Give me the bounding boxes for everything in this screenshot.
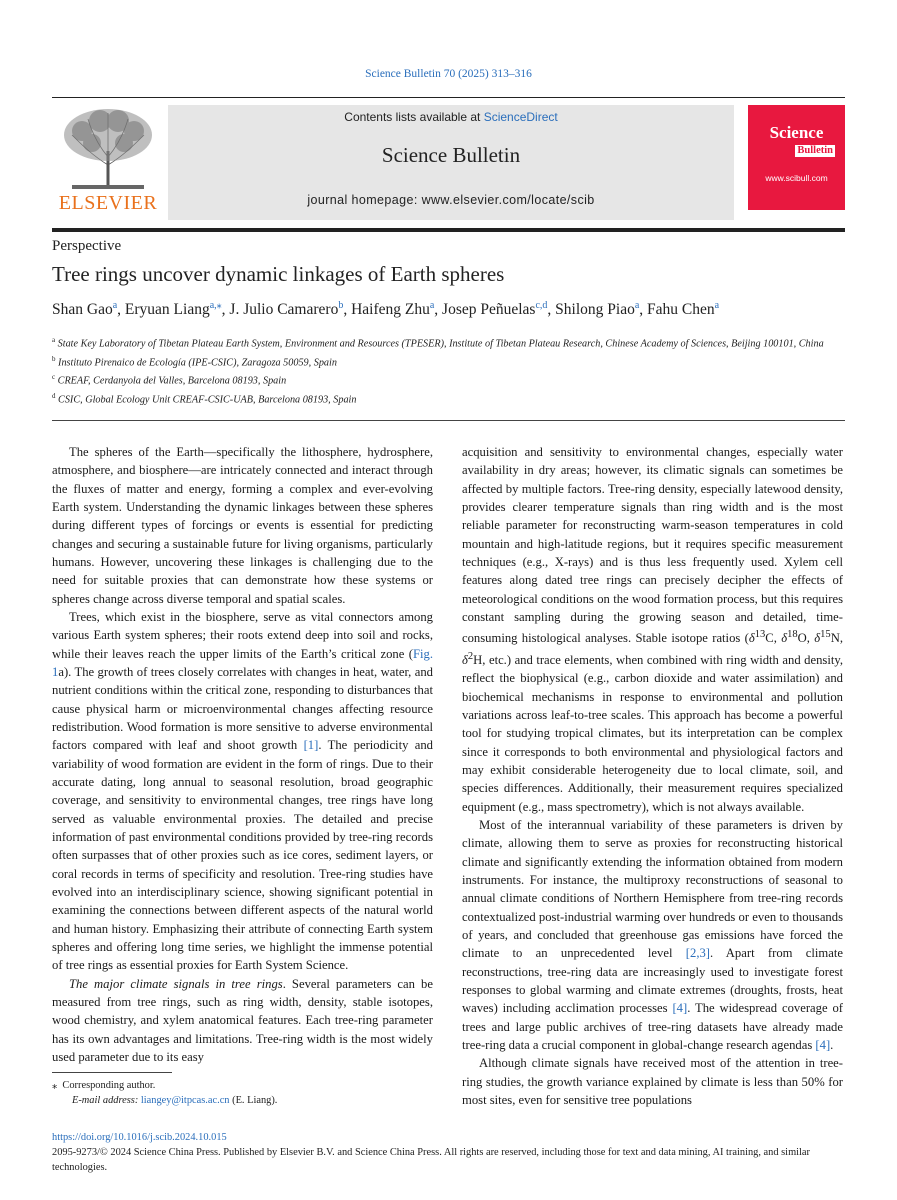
body-paragraph: The major climate signals in tree rings. Several parameters can be measured from tree rings, such as ring width, density, stable isotopes, wood chemistry, and xylem anatomical features. Each tree-ring parameter has its own advantages and limitations. Tree-ring width is the most widely used parameter due to its easy (52, 976, 433, 1064)
cover-title-science: Science (769, 123, 824, 142)
author[interactable]: Haifeng Zhu$^a$, (351, 300, 443, 319)
footnote-rule (52, 1072, 172, 1073)
email-link[interactable]: liangey@itpcas.ac.cn (140, 1095, 230, 1106)
article-type: Perspective (52, 238, 122, 254)
affiliation-item: $^a$ State Key Laboratory of Tibetan Plateau Earth System, Environment and Resources (TPESER), Institute of Tibetan Plateau Research, Chinese Academy of Sciences, Beijing 100101, China (52, 336, 824, 350)
author[interactable]: Josep Peñuelas$^{c,d}$, (442, 300, 556, 319)
journal-citation[interactable]: Science Bulletin 70 (2025) 313–316 (365, 68, 532, 80)
doi-link[interactable]: https://doi.org/10.1016/j.scib.2024.10.015 (52, 1132, 227, 1143)
citation-link[interactable]: [1] (303, 738, 319, 753)
author[interactable]: Shilong Piao$^a$, (555, 300, 648, 319)
header-top-rule (52, 97, 845, 98)
contents-prefix: Contents lists available at (344, 110, 484, 124)
body-paragraph: acquisition and sensitivity to environmental changes, especially water availability in dry areas; however, its climatic signals can sometimes be affected by multiple factors. Tree-ring density, especially latewood density, provides clearer temperature signals than ring width and is the most reliable parameter for reconstructing warm-season temperatures in cold mountain and high-latitude regions, but it requires specific measurement techniques (e.g., X-rays) and is thus less frequently used. Xylem cell features along dated tree rings can precisely decipher the effects of meteorological conditions on the wood formation process, but this requires constant sampling during the growing season and detailed, time-consuming histological analyses. Stable isotope ratios ($\delta^{13}C$, $\delta^{18}O$, $\delta^{15}N$, $\delta^2H$, etc.) and trace elements, when combined with ring width and density, reflect the biophysical (e.g., carbon dioxide and water assimilation) and biochemical mechanisms in response to environmental and pollution variations across leaf-to-tree scales. This approach has become a powerful tool for studying tropical climates, but its interpretation can be complex since it corresponds to both environmental and physiological factors and may exhibit considerable heterogeneity due to local climate, soil, and species differences. Additionally, their measurement requires specialized equipment (e.g., mass spectrometry), which is not always available. (462, 445, 844, 814)
journal-homepage[interactable]: journal homepage: www.elsevier.com/locate/scib (307, 193, 595, 207)
corresponding-author-footnote (52, 1078, 433, 1108)
affiliation-list (52, 333, 845, 408)
article-title: Tree rings uncover dynamic linkages of Earth spheres (52, 262, 505, 286)
copyright-notice: 2095-9273/© 2024 Science China Press. Published by Elsevier B.V. and Science China Press. All rights are reserved, including those for text and data mining, AI training, and similar technologies. (52, 1147, 811, 1173)
footnote-email-line: E-mail address: liangey@itpcas.ac.cn (E. Liang). (72, 1095, 278, 1106)
body-column-left (52, 443, 433, 1066)
citation-link[interactable]: [2,3] (685, 946, 711, 961)
author[interactable]: J. Julio Camarero$^b$, (229, 300, 352, 319)
journal-header-band (168, 105, 734, 220)
body-paragraph: Although climate signals have received most of the attention in tree-ring studies, the growth variance explained by climate is less than 50% for most sites, even for sensitive tree populations (462, 1056, 843, 1107)
author-list (52, 300, 719, 319)
affiliation-item: $^c$ CREAF, Cerdanyola del Valles, Barcelona 08193, Spain (52, 373, 287, 387)
contents-available-line (168, 110, 734, 124)
body-paragraph: The spheres of the Earth—specifically the lithosphere, hydrosphere, atmosphere, and biosphere—are intricately connected and interact through the fluxes of matter and energy, forming a complex and ever-evolving Earth system. Understanding the dynamic linkages between these spheres during different types of forcings or events is essential for predicting changes and securing a sustainable future for living organisms, particularly humans. However, uncovering these linkages is challenging due to the need for suitable proxies that can demonstrate how these systems or spheres change across diverse temporal and spatial scales. (52, 445, 433, 606)
author[interactable]: Shan Gao$^a$, (52, 300, 125, 319)
affiliation-item: $^d$ CSIC, Global Ecology Unit CREAF-CSIC-UAB, Barcelona 08193, Spain (52, 392, 357, 406)
journal-title: Science Bulletin (381, 143, 521, 167)
cover-title-bulletin: Bulletin (797, 145, 833, 156)
citation-link[interactable]: [4] (815, 1037, 831, 1052)
header-bottom-rule (52, 228, 845, 232)
affiliation-item: $^b$ Instituto Pirenaico de Ecología (IPE-CSIC), Zaragoza 50059, Spain (52, 354, 337, 369)
section-divider (52, 420, 845, 421)
body-paragraph: Most of the interannual variability of these parameters is driven by climate, allowing them to serve as proxies for reconstructing historical climate and significantly extending the information obtained from modern instruments. For instance, the multiproxy reconstructions of seasonal to annual climate conditions of Northern Hemisphere from tree-ring records contextualized post-industrial warming over hundreds or even to thousands of years, and concluded that greenhouse gas emissions have forced the climate to an unprecedented level [2,3]. Apart from climate reconstructions, tree-ring data are increasingly used to investigate forest responses to global warming and climate extremes (droughts, frosts, heat waves) including acclimation processes [4]. The widespread coverage of trees and large public archives of tree-ring datasets have already made tree-ring data a crucial component in global-change research agendas [4]. (462, 818, 843, 1052)
citation-link[interactable]: [4] (672, 1001, 688, 1016)
figure-reference-link[interactable]: Fig. 1 (52, 646, 433, 679)
journal-cover-thumbnail[interactable] (748, 105, 845, 210)
sciencedirect-link[interactable]: ScienceDirect (483, 110, 558, 124)
section-heading-inline: The major climate signals in tree rings (69, 976, 283, 991)
elsevier-wordmark[interactable]: ELSEVIER (58, 192, 158, 214)
body-column-right (462, 443, 843, 1109)
body-paragraph: Trees, which exist in the biosphere, serve as vital connectors among various Earth system spheres; their roots extend deep into soil and rocks, while their leaves reach the upper limits of the Earth’s critical zone (Fig. 1a). The growth of trees closely correlates with changes in heat, water, and nutrient conditions within the critical zone, responding to disturbances that cause physical harm or microenvironmental changes affecting resource redistribution. Wood formation is more sensitive to adverse environmental factors compared with leaf and shoot growth [1]. The periodicity and variability of wood formation are evident in the form of rings. Due to their accurate dating, long annual to seasonal resolution, broad geographic coverage, and sensitivity to environmental changes, tree rings have long served as valuable environmental proxies. The detailed and precise information of past environmental conditions provided by tree-ring records often surpasses that of other proxies such as ice cores, sediment layers, or coral records in terms of specificity and resolution. Tree-ring studies have evolved into an interdisciplinary science, showing significant potential in examining the connections between different aspects of the natural world and human history. Emphasizing their attribute of connecting Earth system spheres and offering long time series, we highlight the immense potential of tree rings as essential proxies for Earth System Science. (52, 609, 434, 973)
author[interactable]: Eryuan Liang$^{a,⁎}$, (124, 300, 230, 319)
author[interactable]: Fahu Chen$^a$ (647, 300, 720, 319)
cover-url: www.scibull.com (765, 173, 828, 183)
footnote-marker: ⁎ (52, 1080, 58, 1091)
footnote-line: ⁎ Corresponding author. (52, 1080, 156, 1091)
